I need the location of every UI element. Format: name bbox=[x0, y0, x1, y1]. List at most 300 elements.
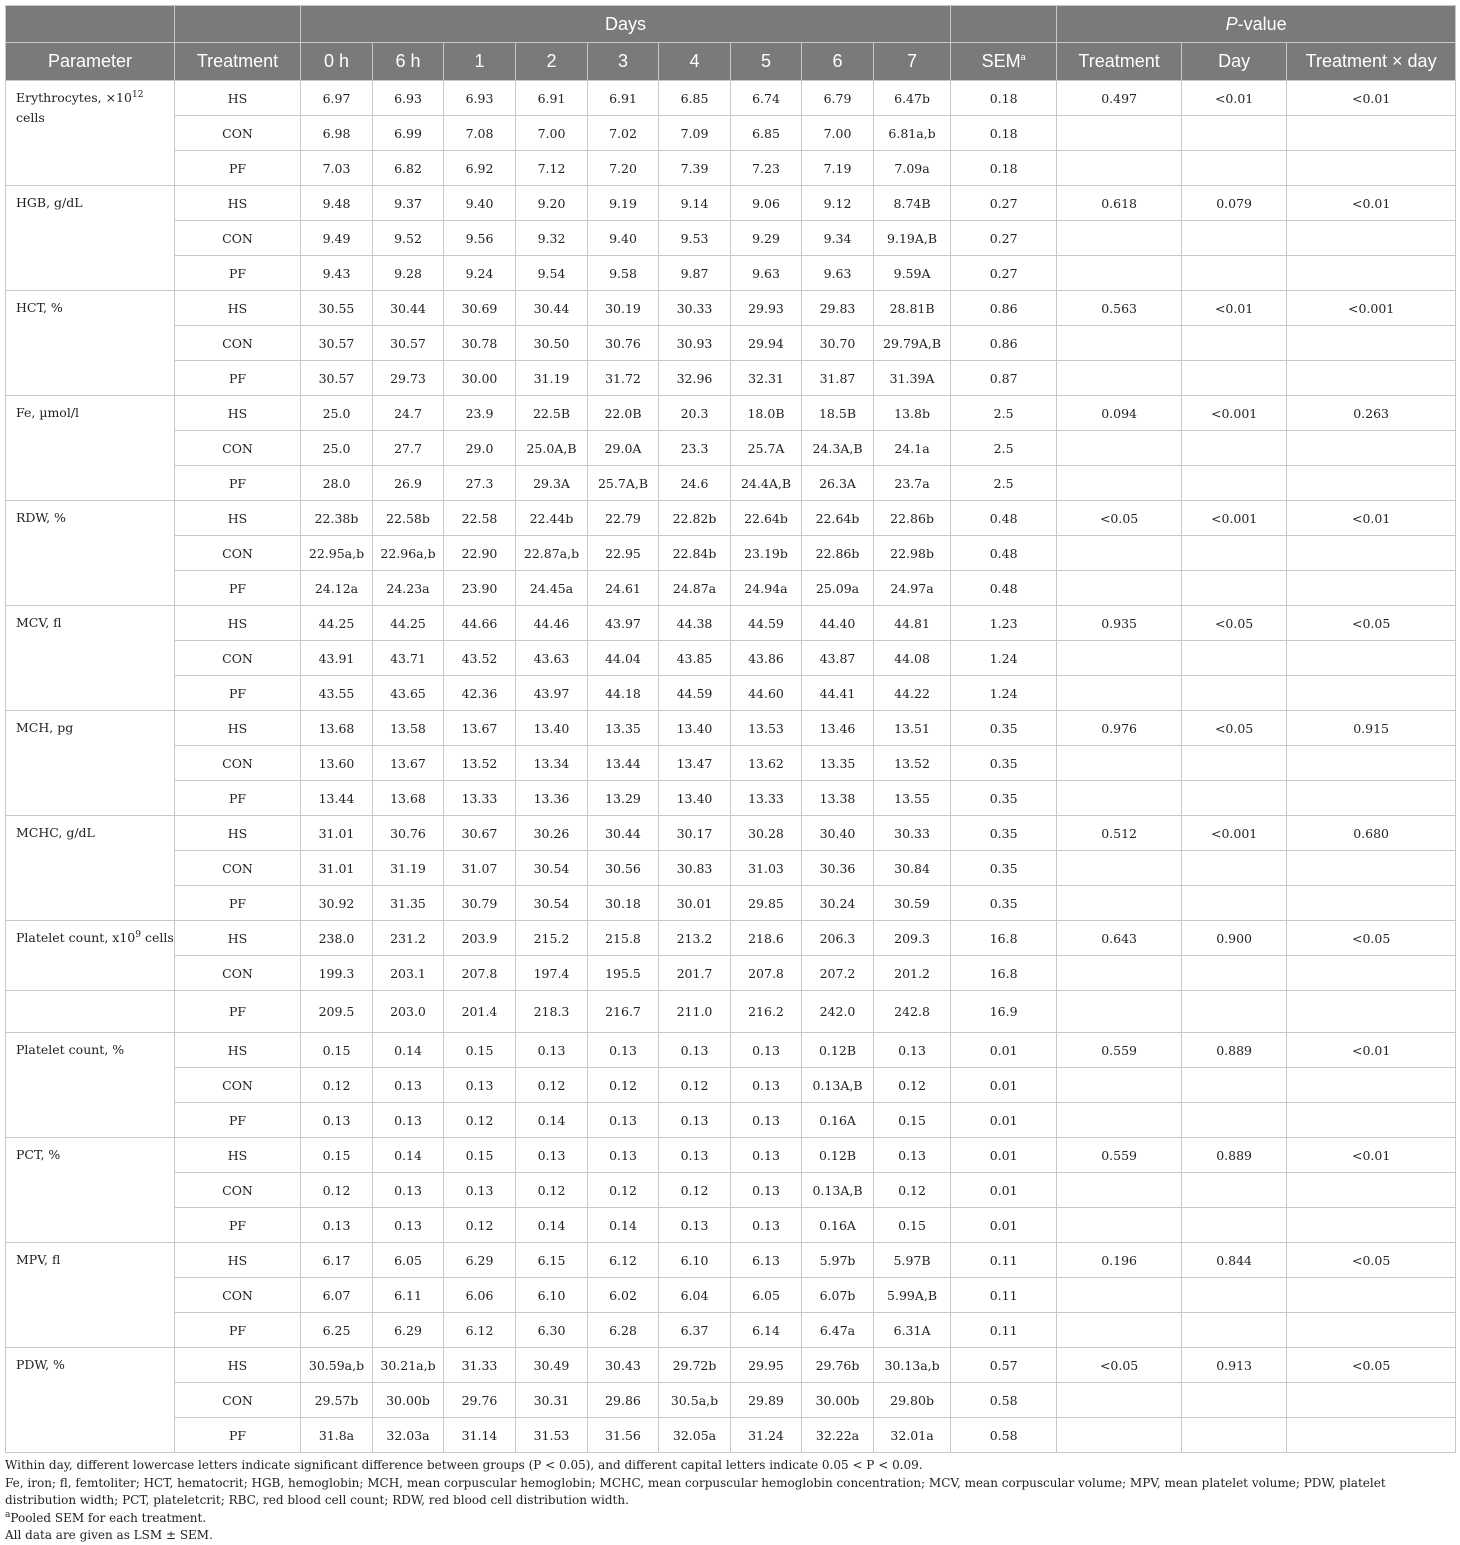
header-sem bbox=[951, 43, 1057, 81]
value-cell: 6.14 bbox=[731, 1313, 802, 1348]
value-cell: 9.59A bbox=[874, 256, 951, 291]
value-cell: 207.2 bbox=[802, 956, 874, 991]
treatment-cell: CON bbox=[175, 746, 301, 781]
value-cell: 31.01 bbox=[301, 816, 373, 851]
value-cell: 13.33 bbox=[731, 781, 802, 816]
value-cell bbox=[1287, 326, 1456, 361]
value-cell: 24.4A,B bbox=[731, 466, 802, 501]
value-cell: 0.12B bbox=[802, 1138, 874, 1173]
value-cell: 9.40 bbox=[588, 221, 659, 256]
value-cell: 9.49 bbox=[301, 221, 373, 256]
value-cell: 44.46 bbox=[516, 606, 588, 641]
value-cell: 0.563 bbox=[1057, 291, 1182, 326]
value-cell: 7.03 bbox=[301, 151, 373, 186]
value-cell: 7.09a bbox=[874, 151, 951, 186]
header-sem-label: SEM bbox=[981, 51, 1021, 71]
value-cell: 30.44 bbox=[373, 291, 444, 326]
parameter-label: MCH, pg bbox=[16, 720, 74, 735]
value-cell: 6.28 bbox=[588, 1313, 659, 1348]
value-cell bbox=[1057, 991, 1182, 1033]
parameter-label: Fe, µmol/l bbox=[16, 405, 80, 420]
value-cell bbox=[1057, 466, 1182, 501]
value-cell: 6.91 bbox=[588, 81, 659, 116]
value-cell: 23.19b bbox=[731, 536, 802, 571]
value-cell bbox=[1182, 1173, 1287, 1208]
header-day-7: 6 bbox=[802, 43, 874, 81]
value-cell: 0.35 bbox=[951, 851, 1057, 886]
value-cell: 9.48 bbox=[301, 186, 373, 221]
value-cell: 25.09a bbox=[802, 571, 874, 606]
value-cell: <0.01 bbox=[1287, 186, 1456, 221]
header-pvalue-rest: -value bbox=[1237, 13, 1287, 34]
value-cell: 44.38 bbox=[659, 606, 731, 641]
treatment-cell: PF bbox=[175, 991, 301, 1033]
value-cell: 0.12 bbox=[874, 1173, 951, 1208]
value-cell: 13.53 bbox=[731, 711, 802, 746]
header-blank bbox=[175, 6, 301, 43]
table-row bbox=[6, 396, 1456, 431]
value-cell: 0.27 bbox=[951, 221, 1057, 256]
value-cell: 31.07 bbox=[444, 851, 516, 886]
value-cell: 0.14 bbox=[516, 1208, 588, 1243]
value-cell: <0.05 bbox=[1287, 606, 1456, 641]
value-cell: 0.12 bbox=[444, 1208, 516, 1243]
value-cell: 31.8a bbox=[301, 1418, 373, 1453]
treatment-cell: PF bbox=[175, 781, 301, 816]
value-cell: 28.81B bbox=[874, 291, 951, 326]
table-row bbox=[6, 1348, 1456, 1383]
value-cell: 22.44b bbox=[516, 501, 588, 536]
value-cell: 13.68 bbox=[373, 781, 444, 816]
value-cell: 6.85 bbox=[659, 81, 731, 116]
value-cell bbox=[1057, 326, 1182, 361]
table-row bbox=[6, 1243, 1456, 1278]
value-cell: <0.01 bbox=[1287, 81, 1456, 116]
value-cell: 0.559 bbox=[1057, 1138, 1182, 1173]
header-day-0: 0 h bbox=[301, 43, 373, 81]
value-cell: 0.13 bbox=[373, 1173, 444, 1208]
value-cell: 0.27 bbox=[951, 256, 1057, 291]
value-cell: 9.28 bbox=[373, 256, 444, 291]
value-cell bbox=[1182, 1208, 1287, 1243]
value-cell bbox=[1287, 1313, 1456, 1348]
header-day-6: 5 bbox=[731, 43, 802, 81]
value-cell: 0.643 bbox=[1057, 921, 1182, 956]
table-row bbox=[6, 956, 1456, 991]
value-cell: 0.12 bbox=[588, 1068, 659, 1103]
value-cell: 0.13 bbox=[444, 1173, 516, 1208]
value-cell: 0.57 bbox=[951, 1348, 1057, 1383]
value-cell: 0.11 bbox=[951, 1278, 1057, 1313]
value-cell: 199.3 bbox=[301, 956, 373, 991]
value-cell bbox=[1287, 1208, 1456, 1243]
value-cell: 8.74B bbox=[874, 186, 951, 221]
value-cell: 9.24 bbox=[444, 256, 516, 291]
treatment-cell: CON bbox=[175, 1173, 301, 1208]
value-cell: 13.51 bbox=[874, 711, 951, 746]
value-cell: 0.889 bbox=[1182, 1033, 1287, 1068]
value-cell: 6.11 bbox=[373, 1278, 444, 1313]
header-blank bbox=[951, 6, 1057, 43]
value-cell: 13.40 bbox=[516, 711, 588, 746]
value-cell bbox=[1182, 361, 1287, 396]
value-cell: 29.72b bbox=[659, 1348, 731, 1383]
value-cell: 32.96 bbox=[659, 361, 731, 396]
value-cell: 13.33 bbox=[444, 781, 516, 816]
value-cell: 5.99A,B bbox=[874, 1278, 951, 1313]
value-cell: 0.844 bbox=[1182, 1243, 1287, 1278]
value-cell: 28.0 bbox=[301, 466, 373, 501]
value-cell: <0.001 bbox=[1182, 396, 1287, 431]
parameter-label: PCT, % bbox=[16, 1147, 61, 1162]
value-cell: 0.12 bbox=[444, 1103, 516, 1138]
table-row bbox=[6, 326, 1456, 361]
value-cell bbox=[1182, 431, 1287, 466]
value-cell: 13.46 bbox=[802, 711, 874, 746]
value-cell: 0.13 bbox=[588, 1138, 659, 1173]
value-cell: 218.3 bbox=[516, 991, 588, 1033]
value-cell: 7.20 bbox=[588, 151, 659, 186]
value-cell: 0.15 bbox=[444, 1138, 516, 1173]
treatment-cell: PF bbox=[175, 571, 301, 606]
value-cell bbox=[1182, 1278, 1287, 1313]
value-cell: 9.87 bbox=[659, 256, 731, 291]
value-cell: 32.05a bbox=[659, 1418, 731, 1453]
table-notes bbox=[5, 1457, 1455, 1545]
value-cell: 6.37 bbox=[659, 1313, 731, 1348]
table-row bbox=[6, 1103, 1456, 1138]
value-cell: 0.559 bbox=[1057, 1033, 1182, 1068]
value-cell: 29.0 bbox=[444, 431, 516, 466]
value-cell bbox=[1287, 641, 1456, 676]
value-cell: 20.3 bbox=[659, 396, 731, 431]
value-cell: 6.04 bbox=[659, 1278, 731, 1313]
value-cell: 30.76 bbox=[588, 326, 659, 361]
value-cell: 203.0 bbox=[373, 991, 444, 1033]
value-cell bbox=[1287, 361, 1456, 396]
value-cell: 0.35 bbox=[951, 816, 1057, 851]
value-cell bbox=[1182, 1103, 1287, 1138]
value-cell: 44.08 bbox=[874, 641, 951, 676]
value-cell: 0.15 bbox=[301, 1138, 373, 1173]
value-cell: 30.56 bbox=[588, 851, 659, 886]
value-cell: 6.30 bbox=[516, 1313, 588, 1348]
value-cell bbox=[1182, 256, 1287, 291]
treatment-cell: PF bbox=[175, 1313, 301, 1348]
value-cell bbox=[1057, 676, 1182, 711]
value-cell: 44.59 bbox=[659, 676, 731, 711]
value-cell: 0.01 bbox=[951, 1033, 1057, 1068]
value-cell: 0.13 bbox=[731, 1173, 802, 1208]
value-cell: 13.36 bbox=[516, 781, 588, 816]
value-cell: 30.18 bbox=[588, 886, 659, 921]
note-sem-text: Pooled SEM for each treatment. bbox=[10, 1510, 207, 1525]
value-cell: 30.01 bbox=[659, 886, 731, 921]
parameter-label: RDW, % bbox=[16, 510, 66, 525]
value-cell bbox=[1287, 1173, 1456, 1208]
value-cell: 31.24 bbox=[731, 1418, 802, 1453]
value-cell bbox=[1182, 676, 1287, 711]
value-cell: 7.00 bbox=[802, 116, 874, 151]
value-cell: 0.094 bbox=[1057, 396, 1182, 431]
value-cell: 22.86b bbox=[802, 536, 874, 571]
value-cell: 0.48 bbox=[951, 536, 1057, 571]
value-cell: 6.29 bbox=[373, 1313, 444, 1348]
value-cell: 6.93 bbox=[373, 81, 444, 116]
treatment-cell: CON bbox=[175, 536, 301, 571]
header-p-0: Treatment bbox=[1057, 43, 1182, 81]
value-cell: 43.65 bbox=[373, 676, 444, 711]
value-cell: 44.25 bbox=[373, 606, 444, 641]
value-cell: 0.18 bbox=[951, 116, 1057, 151]
value-cell: 218.6 bbox=[731, 921, 802, 956]
table-row bbox=[6, 991, 1456, 1033]
value-cell: 1.24 bbox=[951, 641, 1057, 676]
table-row bbox=[6, 571, 1456, 606]
treatment-cell: HS bbox=[175, 501, 301, 536]
value-cell: 31.33 bbox=[444, 1348, 516, 1383]
value-cell: 43.71 bbox=[373, 641, 444, 676]
value-cell: 0.01 bbox=[951, 1103, 1057, 1138]
table-row bbox=[6, 431, 1456, 466]
value-cell: 0.15 bbox=[444, 1033, 516, 1068]
value-cell: 6.12 bbox=[444, 1313, 516, 1348]
table-row bbox=[6, 1138, 1456, 1173]
value-cell bbox=[1287, 1418, 1456, 1453]
value-cell: 29.83 bbox=[802, 291, 874, 326]
value-cell: 43.85 bbox=[659, 641, 731, 676]
treatment-cell: PF bbox=[175, 676, 301, 711]
header-day-8: 7 bbox=[874, 43, 951, 81]
value-cell: 13.52 bbox=[444, 746, 516, 781]
value-cell: 0.13 bbox=[731, 1103, 802, 1138]
parameter-label: HCT, % bbox=[16, 300, 63, 315]
value-cell: 30.26 bbox=[516, 816, 588, 851]
value-cell: 2.5 bbox=[951, 466, 1057, 501]
value-cell: 0.13 bbox=[516, 1033, 588, 1068]
table-row bbox=[6, 256, 1456, 291]
value-cell bbox=[1287, 991, 1456, 1033]
value-cell: 13.60 bbox=[301, 746, 373, 781]
table-container bbox=[5, 5, 1455, 1545]
value-cell: <0.05 bbox=[1287, 1243, 1456, 1278]
value-cell: 0.13 bbox=[373, 1068, 444, 1103]
parameter-label: PDW, % bbox=[16, 1357, 65, 1372]
value-cell: 26.3A bbox=[802, 466, 874, 501]
value-cell: 0.13 bbox=[731, 1033, 802, 1068]
value-cell: 22.84b bbox=[659, 536, 731, 571]
value-cell: 30.36 bbox=[802, 851, 874, 886]
value-cell: 0.16A bbox=[802, 1103, 874, 1138]
value-cell: 0.497 bbox=[1057, 81, 1182, 116]
value-cell: 6.98 bbox=[301, 116, 373, 151]
value-cell: 30.19 bbox=[588, 291, 659, 326]
value-cell: 216.7 bbox=[588, 991, 659, 1033]
value-cell: 32.03a bbox=[373, 1418, 444, 1453]
parameter-cell bbox=[6, 1138, 175, 1243]
parameter-label-sup: 12 bbox=[131, 89, 144, 100]
value-cell: 5.97b bbox=[802, 1243, 874, 1278]
value-cell: 22.82b bbox=[659, 501, 731, 536]
value-cell: 30.57 bbox=[301, 326, 373, 361]
value-cell: 9.63 bbox=[802, 256, 874, 291]
value-cell: 0.35 bbox=[951, 746, 1057, 781]
treatment-cell: HS bbox=[175, 1243, 301, 1278]
value-cell: 30.5a,b bbox=[659, 1383, 731, 1418]
value-cell: 23.3 bbox=[659, 431, 731, 466]
value-cell: 197.4 bbox=[516, 956, 588, 991]
value-cell: 29.3A bbox=[516, 466, 588, 501]
value-cell: 0.263 bbox=[1287, 396, 1456, 431]
value-cell bbox=[1182, 326, 1287, 361]
value-cell: 6.10 bbox=[659, 1243, 731, 1278]
value-cell: 29.79A,B bbox=[874, 326, 951, 361]
value-cell: 201.7 bbox=[659, 956, 731, 991]
treatment-cell: CON bbox=[175, 851, 301, 886]
value-cell: 7.00 bbox=[516, 116, 588, 151]
value-cell: 209.3 bbox=[874, 921, 951, 956]
value-cell bbox=[1057, 116, 1182, 151]
value-cell bbox=[1287, 746, 1456, 781]
value-cell: 0.12B bbox=[802, 1033, 874, 1068]
value-cell: <0.001 bbox=[1182, 501, 1287, 536]
value-cell: 6.93 bbox=[444, 81, 516, 116]
treatment-cell: HS bbox=[175, 291, 301, 326]
value-cell: 0.86 bbox=[951, 291, 1057, 326]
value-cell: 44.04 bbox=[588, 641, 659, 676]
note-abbreviations: Fe, iron; fl, femtoliter; HCT, hematocrit; HGB, hemoglobin; MCH, mean corpuscular hemoglobin; MCHC, mean corpuscular hemoglobin concentration; MCV, mean corpuscular volume; MPV, mean platelet volume; PDW, platelet distribution width; PCT, plateletcrit; RBC, red blood cell count; RDW, red blood cell distribution width. bbox=[5, 1475, 1386, 1507]
table-row bbox=[6, 116, 1456, 151]
value-cell: 13.38 bbox=[802, 781, 874, 816]
value-cell: 30.49 bbox=[516, 1348, 588, 1383]
value-cell: 9.56 bbox=[444, 221, 516, 256]
value-cell bbox=[1287, 536, 1456, 571]
parameter-cell bbox=[6, 921, 175, 991]
header-p-2: Treatment × day bbox=[1287, 43, 1456, 81]
value-cell: 242.8 bbox=[874, 991, 951, 1033]
value-cell: 9.06 bbox=[731, 186, 802, 221]
value-cell: 1.23 bbox=[951, 606, 1057, 641]
value-cell: 211.0 bbox=[659, 991, 731, 1033]
value-cell: 30.93 bbox=[659, 326, 731, 361]
parameter-cell bbox=[6, 1033, 175, 1138]
value-cell: 22.95a,b bbox=[301, 536, 373, 571]
parameter-cell bbox=[6, 291, 175, 396]
value-cell bbox=[1182, 151, 1287, 186]
value-cell: 44.81 bbox=[874, 606, 951, 641]
note-lsm: All data are given as LSM ± SEM. bbox=[5, 1528, 213, 1542]
value-cell: 31.87 bbox=[802, 361, 874, 396]
value-cell: 201.4 bbox=[444, 991, 516, 1033]
value-cell: 203.1 bbox=[373, 956, 444, 991]
value-cell: 30.84 bbox=[874, 851, 951, 886]
value-cell: 6.02 bbox=[588, 1278, 659, 1313]
value-cell: 31.35 bbox=[373, 886, 444, 921]
value-cell: 30.70 bbox=[802, 326, 874, 361]
value-cell: 23.90 bbox=[444, 571, 516, 606]
value-cell: 216.2 bbox=[731, 991, 802, 1033]
value-cell: 0.13 bbox=[373, 1208, 444, 1243]
value-cell: 6.81a,b bbox=[874, 116, 951, 151]
value-cell: 24.87a bbox=[659, 571, 731, 606]
value-cell: 0.13 bbox=[659, 1208, 731, 1243]
value-cell: 207.8 bbox=[731, 956, 802, 991]
value-cell: 32.31 bbox=[731, 361, 802, 396]
value-cell: 0.01 bbox=[951, 1208, 1057, 1243]
treatment-cell: PF bbox=[175, 256, 301, 291]
value-cell: 0.14 bbox=[373, 1033, 444, 1068]
value-cell: <0.05 bbox=[1057, 1348, 1182, 1383]
value-cell: 31.39A bbox=[874, 361, 951, 396]
value-cell: 18.0B bbox=[731, 396, 802, 431]
value-cell: 6.15 bbox=[516, 1243, 588, 1278]
value-cell: 16.9 bbox=[951, 991, 1057, 1033]
value-cell: 6.97 bbox=[301, 81, 373, 116]
value-cell: 13.44 bbox=[588, 746, 659, 781]
value-cell: 27.3 bbox=[444, 466, 516, 501]
value-cell: 22.58b bbox=[373, 501, 444, 536]
value-cell: 30.78 bbox=[444, 326, 516, 361]
value-cell: 0.16A bbox=[802, 1208, 874, 1243]
value-cell: 44.22 bbox=[874, 676, 951, 711]
value-cell: 31.19 bbox=[373, 851, 444, 886]
value-cell: 30.92 bbox=[301, 886, 373, 921]
value-cell: 31.56 bbox=[588, 1418, 659, 1453]
header-blank bbox=[6, 6, 175, 43]
value-cell: 0.12 bbox=[516, 1068, 588, 1103]
parameter-label: Platelet count, x10 bbox=[16, 930, 136, 945]
value-cell: 6.05 bbox=[373, 1243, 444, 1278]
table-row bbox=[6, 1418, 1456, 1453]
parameter-label: MCHC, g/dL bbox=[16, 825, 95, 840]
value-cell: 30.44 bbox=[516, 291, 588, 326]
treatment-cell: HS bbox=[175, 1348, 301, 1383]
note-significance: Within day, different lowercase letters indicate significant difference between groups (P < 0.05), and different capital letters indicate 0.05 < P < 0.09. bbox=[5, 1458, 923, 1472]
value-cell: 13.52 bbox=[874, 746, 951, 781]
value-cell: 30.57 bbox=[373, 326, 444, 361]
value-cell: 9.37 bbox=[373, 186, 444, 221]
value-cell bbox=[1057, 536, 1182, 571]
parameter-cell bbox=[6, 606, 175, 711]
table-row bbox=[6, 466, 1456, 501]
value-cell: 0.11 bbox=[951, 1243, 1057, 1278]
value-cell: 0.01 bbox=[951, 1068, 1057, 1103]
value-cell bbox=[1182, 641, 1287, 676]
value-cell: 22.64b bbox=[802, 501, 874, 536]
value-cell: 6.13 bbox=[731, 1243, 802, 1278]
treatment-cell: PF bbox=[175, 1418, 301, 1453]
table-row bbox=[6, 746, 1456, 781]
value-cell: 24.6 bbox=[659, 466, 731, 501]
parameter-cell bbox=[6, 816, 175, 921]
value-cell: 9.34 bbox=[802, 221, 874, 256]
value-cell: 30.59 bbox=[874, 886, 951, 921]
value-cell: 13.62 bbox=[731, 746, 802, 781]
value-cell: 0.913 bbox=[1182, 1348, 1287, 1383]
value-cell: 0.35 bbox=[951, 781, 1057, 816]
value-cell: 43.97 bbox=[516, 676, 588, 711]
value-cell: <0.01 bbox=[1287, 1138, 1456, 1173]
value-cell: 30.43 bbox=[588, 1348, 659, 1383]
parameter-cell bbox=[6, 991, 175, 1033]
value-cell: 0.14 bbox=[516, 1103, 588, 1138]
parameter-cell bbox=[6, 81, 175, 186]
table-row bbox=[6, 1278, 1456, 1313]
value-cell: 30.28 bbox=[731, 816, 802, 851]
value-cell: 30.69 bbox=[444, 291, 516, 326]
value-cell: 0.12 bbox=[516, 1173, 588, 1208]
value-cell: <0.01 bbox=[1182, 291, 1287, 326]
